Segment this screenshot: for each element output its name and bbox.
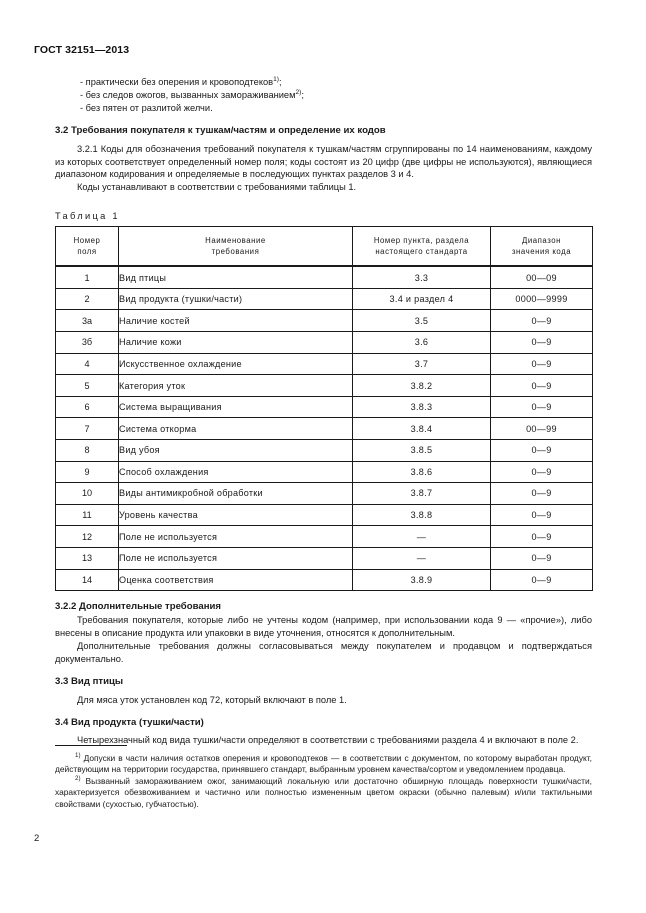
table-row [56,288,593,310]
footnote-2-text: Вызванный замораживанием ожог, занимающий локальную или достаточно обширную площадь поверхности тушки/части, характеризуется обезвоживанием и частично или полностью измененным цветом окраски (обычно палевым) и/или тактильными свойствами (сухостью, губчатостью). [55,775,592,809]
table-row [56,547,593,569]
cell-field-number: 14 [56,569,119,591]
heading-3-4: 3.4 Вид продукта (тушки/части) [55,716,204,728]
cell-code-range: 00—99 [491,418,593,440]
footnote-1-text: Допуски в части наличия остатков оперения и кровоподтеков — в соответствии с документом, по которому выработан продукт, действующим на территории государства, принявшего стандарт, выбранным уровнем качества/сортом и уведомлением продавца. [55,753,592,775]
cell-code-range: 0—9 [491,504,593,526]
cell-clause-ref: 3.7 [353,353,491,375]
intro-item-1-tail: ; [278,77,282,87]
cell-requirement-name: Виды антимикробной обработки [119,483,353,505]
cell-requirement-name: Поле не используется [119,526,353,548]
cell-clause-ref: 3.4 и раздел 4 [353,288,491,310]
table-row [56,526,593,548]
cell-requirement-name: Оценка соответствия [119,569,353,591]
cell-requirement-name: Категория уток [119,375,353,397]
column-header-requirement-name [119,227,353,267]
intro-item-1-text: - практически без оперения и кровоподтеков [80,77,274,87]
table-row [56,569,593,591]
cell-clause-ref: — [353,547,491,569]
table-row [56,440,593,462]
cell-field-number: 5 [56,375,119,397]
intro-item-1 [55,76,592,89]
footnote-1-marker: 1) [75,752,81,760]
cell-code-range: 0—9 [491,310,593,332]
cell-requirement-name: Поле не используется [119,547,353,569]
cell-requirement-name: Система откорма [119,418,353,440]
cell-code-range: 0—9 [491,332,593,354]
intro-item-2-text: - без следов ожогов, вызванных замораживанием [80,89,296,100]
cell-requirement-name: Наличие костей [119,310,353,332]
page-content [55,76,592,747]
cell-field-number: 4 [56,353,119,375]
footnote-2-marker: 2) [75,775,81,783]
page-number: 2 [34,833,40,844]
cell-requirement-name: Способ охлаждения [119,461,353,483]
cell-code-range: 0—9 [491,526,593,548]
column-header-code-range-line1: Диапазон [522,236,561,246]
cell-requirement-name: Уровень качества [119,504,353,526]
column-header-requirement-name-line1: Наименование [205,236,266,246]
table-row [56,353,593,375]
cell-field-number: 1 [56,266,119,288]
table-row [56,483,593,505]
cell-code-range: 0000—9999 [491,288,593,310]
cell-field-number: 13 [56,547,119,569]
paragraph-3-2-2-1: Требования покупателя, которые либо не учтены кодом (например, при использовании кода 9 — «прочие»), либо внесены в описание продукта или упаковки в виде уточнения, относятся к дополнительным. [55,615,592,638]
heading-3-2-2: 3.2.2 Дополнительные требования [55,601,221,613]
table-row [56,266,593,288]
cell-field-number: 9 [56,461,119,483]
cell-field-number: 10 [56,483,119,505]
paragraph-3-4-1: Четырехзначный код вида тушки/части определяют в соответствии с требованиями раздела 4 и включают в поле 2. [77,735,579,746]
intro-item-2 [55,89,592,102]
cell-clause-ref: 3.8.9 [353,569,491,591]
intro-item-3: - без пятен от разлитой желчи. [80,102,213,113]
cell-code-range: 0—9 [491,547,593,569]
paragraph-3-3-1: Для мяса уток установлен код 72, который включают в поле 1. [77,694,347,705]
cell-clause-ref: — [353,526,491,548]
requirements-table [55,226,593,591]
table-row [56,332,593,354]
paragraph-3-2-2-2: Дополнительные требования должны согласовываться между покупателем и продавцом и подтверждаться документально. [55,640,592,664]
cell-field-number: 3б [56,332,119,354]
cell-requirement-name: Искусственное охлаждение [119,353,353,375]
cell-requirement-name: Вид убоя [119,440,353,462]
cell-clause-ref: 3.5 [353,310,491,332]
table-row [56,310,593,332]
cell-clause-ref: 3.8.4 [353,418,491,440]
cell-code-range: 0—9 [491,440,593,462]
column-header-code-range-line2: значения кода [511,247,572,257]
cell-clause-ref: 3.8.6 [353,461,491,483]
column-header-requirement-name-line2: требования [211,247,260,257]
cell-code-range: 0—9 [491,375,593,397]
cell-clause-ref: 3.8.8 [353,504,491,526]
cell-code-range: 00—09 [491,266,593,288]
cell-code-range: 0—9 [491,353,593,375]
footnote-ref-1: 1) [273,75,279,83]
footnote-1 [55,753,592,776]
cell-clause-ref: 3.8.2 [353,375,491,397]
table-row [56,418,593,440]
table-row [56,396,593,418]
cell-requirement-name: Вид продукта (тушки/части) [119,288,353,310]
table-row [56,461,593,483]
intro-item-2-tail: ; [301,89,304,100]
cell-clause-ref: 3.6 [353,332,491,354]
cell-clause-ref: 3.8.7 [353,483,491,505]
footnote-separator-rule [55,745,127,746]
cell-field-number: 3а [56,310,119,332]
column-header-clause-ref [353,227,491,267]
cell-clause-ref: 3.8.3 [353,396,491,418]
heading-3-3: 3.3 Вид птицы [55,675,124,687]
cell-code-range: 0—9 [491,461,593,483]
column-header-clause-ref-line1: Номер пункта, раздела [373,236,470,246]
cell-field-number: 2 [56,288,119,310]
cell-requirement-name: Вид птицы [119,266,353,288]
column-header-clause-ref-line2: настоящего стандарта [375,247,468,257]
table-caption: Таблица 1 [55,211,120,222]
cell-field-number: 6 [56,396,119,418]
cell-clause-ref: 3.3 [353,266,491,288]
cell-code-range: 0—9 [491,396,593,418]
cell-requirement-name: Наличие кожи [119,332,353,354]
table-row [56,504,593,526]
cell-field-number: 12 [56,526,119,548]
cell-code-range: 0—9 [491,483,593,505]
footnote-2 [55,776,592,810]
cell-field-number: 8 [56,440,119,462]
column-header-code-range [491,227,593,267]
table-row [56,375,593,397]
column-header-field-number [56,227,119,267]
column-header-field-number-line1: Номер [73,236,101,246]
paragraph-3-2-codes-note: Коды устанавливают в соответствии с требованиями таблицы 1. [77,182,357,193]
running-head-standard-number: ГОСТ 32151—2013 [34,44,130,56]
footnote-area [55,745,592,810]
cell-field-number: 11 [56,504,119,526]
cell-field-number: 7 [56,418,119,440]
footnote-ref-2: 2) [295,88,302,96]
heading-3-2: 3.2 Требования покупателя к тушкам/частям и определение их кодов [55,124,386,136]
cell-code-range: 0—9 [491,569,593,591]
cell-clause-ref: 3.8.5 [353,440,491,462]
table-body [56,266,593,590]
column-header-field-number-line2: поля [77,247,97,257]
cell-requirement-name: Система выращивания [119,396,353,418]
paragraph-3-2-1: 3.2.1 Коды для обозначения требований покупателя к тушкам/частям сгруппированы по 14 наименованиям, каждому из которых соответствует определенный номер поля; коды состоят из 20 цифр (две цифры не используются), являющиеся диапазоном кодирования и определяемые в последующих пунктах разделов 3 и 4. [55,143,592,180]
table-header-row [56,227,593,267]
